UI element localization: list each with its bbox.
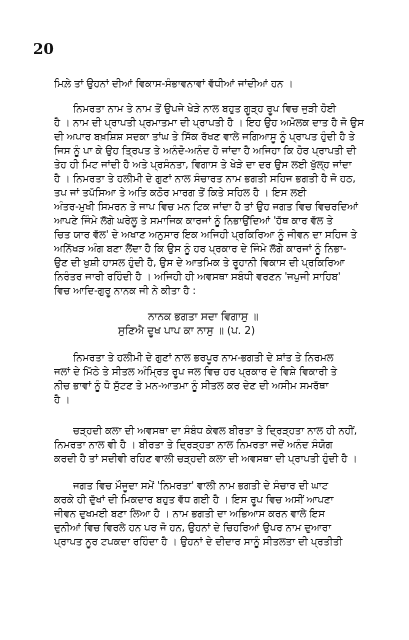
text-line: ਨਿਰੰਤਰ ਜਾਰੀ ਰਹਿੰਦੀ ਹੈ । ਅਜਿਹੀ ਹੀ ਅਵਸਥਾ ਸਬੰਧੀ ਵਰਣਨ 'ਜਪੁਜੀ ਸਾਹਿਬ' <box>54 272 341 283</box>
text-line: ਤੇਹ ਹੀ ਮਿਟ ਜਾਂਦੀ ਹੈ ਅਤੇ ਪ੍ਰਸੰਨਤਾ, ਵਿਗਾਸ ਤੇ ਖੇੜੇ ਦਾ ਦਰ ਉਸ ਲਈ ਖੁੱਲ੍ਹ ਜਾਂਦਾ <box>54 160 352 171</box>
text-line: ਕਰਕੇ ਹੀ ਦੁੱਖਾਂ ਦੀ ਮਿਕਦਾਰ ਬਹੁਤ ਵੱਧ ਗਈ ਹੈ । ਇਸ ਰੂਪ ਵਿਚ ਅਸੀਂ ਆਪਣਾ <box>54 495 334 506</box>
text-line: ਹੈ । <box>54 395 70 406</box>
text-line: ਚੜ੍ਹਦੀ ਕਲਾ ਦੀ ਅਵਸਥਾ ਦਾ ਸੰਬੰਧ ਕੇਵਲ ਬੀਰਤਾ ਤੇ ਦ੍ਰਿੜ੍ਹਤਾ ਨਾਲ ਹੀ ਨਹੀਂ, <box>73 426 357 437</box>
text-line: ਨੀਚ ਭਾਵਾਂ ਨੂੰ ਧੋ ਸੁੱਟਣ ਤੇ ਮਨ-ਆਤਮਾ ਨੂੰ ਸੀਤਲ ਕਰ ਦੇਣ ਦੀ ਅਸੀਮ ਸਮਰੱਥਾ <box>54 381 329 392</box>
verse-line: ਸੁਣਿਐ ਦੂਖ ਪਾਪ ਕਾ ਨਾਸੁ ॥ (ਪ. 2) <box>118 325 256 337</box>
text-line: ਕਰਦੀ ਹੈ ਤਾਂ ਸਦੀਵੀ ਰਹਿਣ ਵਾਲੀ ਚੜ੍ਹਦੀ ਕਲਾ ਦੀ ਅਵਸਥਾ ਦੀ ਪ੍ਰਾਪਤੀ ਹੁੰਦੀ ਹੈ । <box>54 454 358 465</box>
text-line: ਵਿਚ ਆਦਿ-ਗੁਰੂ ਨਾਨਕ ਜੀ ਨੇ ਕੀਤਾ ਹੈ : <box>54 286 196 297</box>
text-line: ਹੈ । ਨਿਮਰਤਾ ਤੇ ਹਲੀਮੀ ਦੇ ਗੁਣਾਂ ਨਾਲ ਸੰਚਾਰਤ ਨਾਮ ਭਗਤੀ ਸਹਿਜ ਭਗਤੀ ਹੈ ਜੋ ਹਠ, <box>54 174 356 185</box>
text-line: ਦੀ ਅਪਾਰ ਬਖ਼ਸ਼ਿਸ਼ ਸਦਕਾ ਤਾਂਘ ਤੇ ਸਿੱਕ ਰੱਖਣ ਵਾਲੇ ਜਗਿਆਸੂ ਨੂੰ ਪ੍ਰਾਪਤ ਹੁੰਦੀ ਹੈ ਤੇ <box>54 132 355 143</box>
text-line: ਹੈ । ਨਾਮ ਦੀ ਪ੍ਰਾਪਤੀ ਪ੍ਰਮਾਤਮਾ ਦੀ ਪ੍ਰਾਪਤੀ ਹੈ । ਇਹ ਉਹ ਅਮੋਲਕ ਦਾਤ ਹੈ ਜੋ ਉਸ <box>54 118 364 129</box>
page-number: 20 <box>33 40 54 58</box>
text-line: ਨਿਮਰਤਾ ਨਾਮ ਤੇ ਨਾਮ ਤੋਂ ਉਪਜੇ ਖੇੜੇ ਨਾਲ ਬਹੁਤ ਗੂੜ੍ਹ ਰੂਪ ਵਿਚ ਜੁੜੀ ਹੋਈ <box>73 104 337 115</box>
text-line: ਚਿਤ ਯਾਰ ਵੱਲ' ਦੇ ਅਖਾਣ ਅਨੁਸਾਰ ਇਕ ਅਜਿਹੀ ਪ੍ਰਕਿਰਿਆ ਨੂੰ ਜੀਵਨ ਦਾ ਸਹਿਜ ਤੇ <box>54 230 357 241</box>
text-line: ਜਗਤ ਵਿਚ ਮੌਜੂਦਾ ਸਮੇਂ 'ਨਿਮਰਤਾ' ਵਾਲੀ ਨਾਮ ਭਗਤੀ ਦੇ ਸੰਚਾਰ ਦੀ ਘਾਟ <box>73 481 329 492</box>
text-line: ਨਿਮਰਤਾ ਤੇ ਹਲੀਮੀ ਦੇ ਗੁਣਾਂ ਨਾਲ ਭਰਪੂਰ ਨਾਮ-ਭਗਤੀ ਦੇ ਸ਼ਾਂਤ ਤੇ ਨਿਰਮਲ <box>73 353 334 364</box>
text-line: ਤਪ ਜਾਂ ਤਪੱਸਿਆ ਤੇ ਅਤਿ ਕਠੋਰ ਮਾਰਗ ਤੋਂ ਕਿਤੇ ਸਹਿਲ ਹੈ । ਇਸ ਲਈ <box>54 188 307 199</box>
text-line: ਅੰਤਰ-ਮੁਖੀ ਸਿਮਰਨ ਤੇ ਜਾਪ ਵਿਚ ਮਨ ਟਿਕ ਜਾਂਦਾ ਹੈ ਤਾਂ ਉਹ ਜਗਤ ਵਿਚ ਵਿਚਰਦਿਆਂ <box>54 202 359 213</box>
text-line: ਜੀਵਨ ਦੁਖਮਈ ਬਣਾ ਲਿਆ ਹੈ । ਨਾਮ ਭਗਤੀ ਦਾ ਅਭਿਆਸ ਕਰਨ ਵਾਲੇ ਇਸ <box>54 509 325 520</box>
verse-line: ਨਾਨਕ ਭਗਤਾ ਸਦਾ ਵਿਗਾਸੁ ॥ <box>148 311 259 323</box>
text-line: ਜਲਾਂ ਦੇ ਮਿੱਠੇ ਤੇ ਸੀਤਲ ਅੰਮ੍ਰਿਤ ਰੂਪ ਜਲ ਵਿਚ ਹਰ ਪ੍ਰਕਾਰ ਦੇ ਵਿਸ਼ੇ ਵਿਕਾਰੀ ਤੇ <box>54 367 337 378</box>
text-line: ਜਿਸ ਨੂੰ ਪਾ ਕੇ ਉਹ ਤ੍ਰਿਪਤ ਤੇ ਅਨੰਦੋ-ਅਨੰਦ ਹੋ ਜਾਂਦਾ ਹੈ ਅਜਿਹਾ ਕਿ ਹੋਰ ਪ੍ਰਾਪਤੀ ਦੀ <box>54 146 357 157</box>
text-line: ਦੁਨੀਆਂ ਵਿਚ ਵਿਰਲੇ ਹਨ ਪਰ ਜੋ ਹਨ, ਉਹਨਾਂ ਦੇ ਚਿਹਰਿਆਂ ਉਪਰ ਨਾਮ ਦੁਆਰਾ <box>54 523 331 534</box>
text-line: ਮਿਲ਼ੇ ਤਾਂ ਉਹਨਾਂ ਦੀਆਂ ਵਿਕਾਸ-ਸੰਭਾਵਨਾਵਾਂ ਵੱਧੀਆਂ ਜਾਂਦੀਆਂ ਹਨ । <box>54 79 294 90</box>
text-line: ਉਣ ਦੀ ਖੁਸ਼ੀ ਹਾਸਲ ਹੁੰਦੀ ਹੈ, ਉਸ ਦੇ ਆਤਮਿਕ ਤੇ ਰੂਹਾਨੀ ਵਿਕਾਸ ਦੀ ਪ੍ਰਕਿਰਿਆ <box>54 258 345 269</box>
text-line: ਪ੍ਰਾਪਤ ਨੂਰ ਟਪਕਦਾ ਰਹਿੰਦਾ ਹੈ । ਉਹਨਾਂ ਦੇ ਦੀਦਾਰ ਸਾਨੂੰ ਸੀਤਲਤਾ ਦੀ ਪ੍ਰਤੀਤੀ <box>54 537 343 548</box>
text-line: ਆਪਣੇ ਜਿੰਮੇ ਲੱਗੇ ਘਰੇਲੂ ਤੇ ਸਮਾਜਿਕ ਕਾਰਜਾਂ ਨੂੰ ਨਿਭਾਉਂਦਿਆਂ 'ਹੱਥ ਕਾਰ ਵੱਲ ਤੇ <box>54 216 333 227</box>
text-line: ਅਨਿੱਖੜ ਅੰਗ ਬਣਾ ਲੈਂਦਾ ਹੈ ਕਿ ਉਸ ਨੂੰ ਹਰ ਪ੍ਰਕਾਰ ਦੇ ਜਿੰਮੇ ਲੱਗੇ ਕਾਰਜਾਂ ਨੂੰ ਨਿਭਾ- <box>54 244 347 255</box>
text-line: ਨਿਮਰਤਾ ਨਾਲ ਵੀ ਹੈ । ਬੀਰਤਾ ਤੇ ਦ੍ਰਿੜ੍ਹਤਾ ਨਾਲ ਨਿਮਰਤਾ ਜਦੋਂ ਅਨੰਦ ਸੰਯੋਗ <box>54 440 333 451</box>
